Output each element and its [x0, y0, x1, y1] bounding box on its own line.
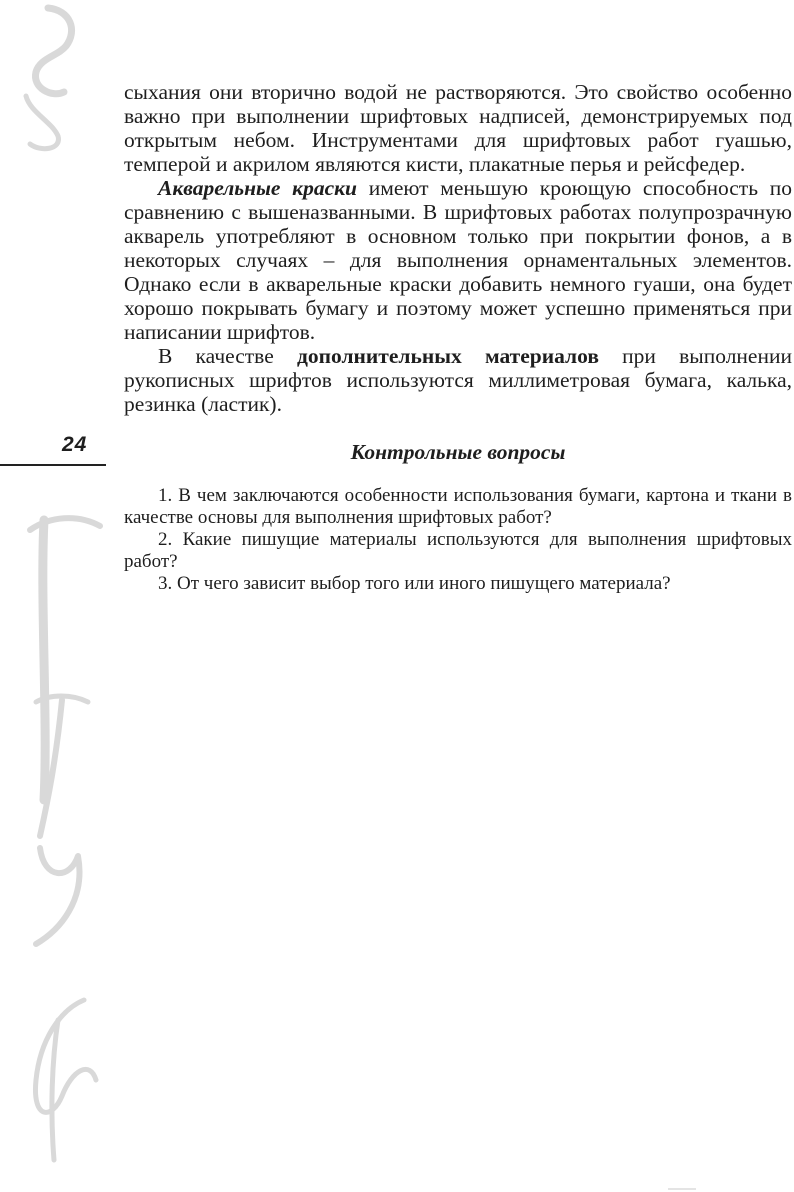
paragraph-3: [124, 344, 792, 416]
page-number-rule: [0, 464, 106, 466]
paragraph-3-pre: В качестве: [158, 344, 297, 368]
body-text: [124, 80, 792, 416]
paragraph-1: [124, 80, 792, 176]
paragraph-2: [124, 176, 792, 344]
page-number: 24: [62, 433, 88, 456]
question-item: 1. В чем заключаются особенности использования бумаги, картона и ткани в качестве основы для выполнения шрифтовых работ?: [124, 485, 792, 528]
corner-mark: [668, 1188, 696, 1190]
paragraph-3-text: при выполнении рукописных шрифтов используются миллиметровая бумага, калька, резинка (ластик).: [124, 344, 792, 416]
paragraph-1-text: сыхания они вторично водой не растворяются. Это свойство особенно важно при выполнении шрифтовых надписей, демонстрируемых под открытым небом. Инструментами для шрифтовых работ гуашью, темперой и акрилом являются кисти, плакатные перья и рейсфедер.: [124, 80, 792, 176]
paragraph-3-bold: дополнительных материалов: [296, 344, 599, 368]
question-item: 3. От чего зависит выбор того или иного пишущего материала?: [158, 573, 671, 594]
calligraphy-margin-decoration: [0, 0, 120, 1192]
section-title: Контрольные вопросы: [350, 440, 566, 464]
paragraph-2-lead: Акварельные краски: [158, 176, 357, 200]
question-item: 2. Какие пишущие материалы используются для выполнения шрифтовых работ?: [124, 529, 792, 572]
review-questions: [124, 485, 792, 595]
paragraph-2-text: имеют меньшую кроющую способность по сравнению с вышеназванными. В шрифтовых работах полупрозрачную акварель употребляют в основном только при покрытии фонов, а в некоторых случаях – для выполнения орнаментальных элементов. Однако если в акварельные краски добавить немного гуаши, она будет хорошо покрывать бумагу и поэтому может успешно применяться при написании шрифтов.: [124, 176, 792, 344]
